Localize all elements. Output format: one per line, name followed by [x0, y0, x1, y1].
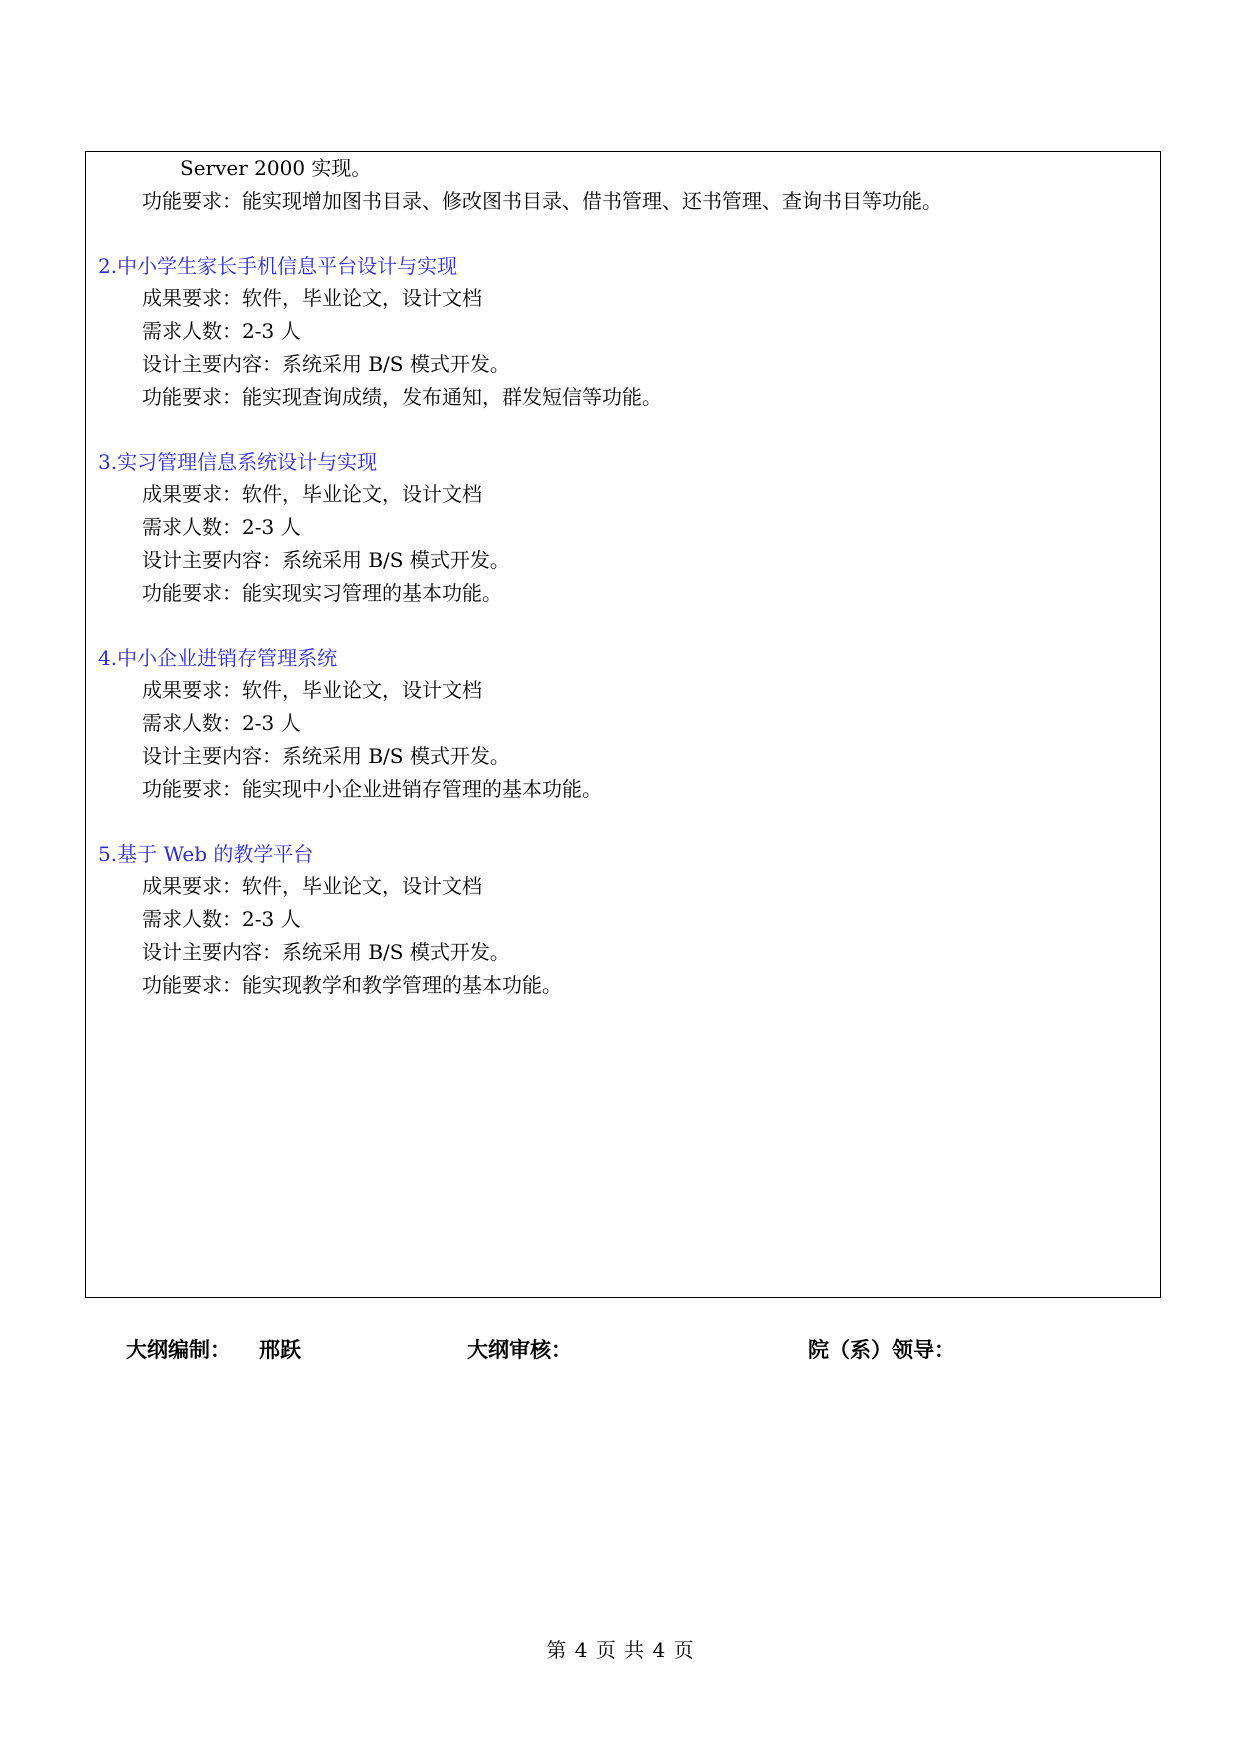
author-label: 大纲编制： [126, 1338, 231, 1362]
section-2-outcome: 成果要求：软件，毕业论文，设计文档 [142, 286, 482, 310]
intro-line-function: 功能要求：能实现增加图书目录、修改图书目录、借书管理、还书管理、查询书目等功能。 [142, 189, 942, 213]
page-number: 第 4 页 共 4 页 [546, 1638, 695, 1662]
section-5-outcome: 成果要求：软件，毕业论文，设计文档 [142, 874, 482, 898]
leader-label: 院（系）领导： [808, 1338, 955, 1362]
content-box [85, 151, 1161, 1298]
intro-line-server: Server 2000 实现。 [180, 156, 372, 180]
section-2-people: 需求人数：2-3 人 [142, 319, 301, 343]
author-name: 邢跃 [259, 1338, 301, 1362]
section-2-design: 设计主要内容：系统采用 B/S 模式开发。 [142, 352, 510, 376]
signature-row [0, 1334, 1241, 1364]
section-3-design: 设计主要内容：系统采用 B/S 模式开发。 [142, 548, 510, 572]
section-heading-2: 2.中小学生家长手机信息平台设计与实现 [98, 254, 458, 278]
section-4-design: 设计主要内容：系统采用 B/S 模式开发。 [142, 744, 510, 768]
section-3-function: 功能要求：能实现实习管理的基本功能。 [142, 581, 502, 605]
section-5-design: 设计主要内容：系统采用 B/S 模式开发。 [142, 940, 510, 964]
section-4-outcome: 成果要求：软件，毕业论文，设计文档 [142, 678, 482, 702]
reviewer-label: 大纲审核： [467, 1338, 572, 1362]
section-3-people: 需求人数：2-3 人 [142, 515, 301, 539]
section-heading-3: 3.实习管理信息系统设计与实现 [98, 450, 378, 474]
author-signature [126, 1334, 301, 1364]
section-4-function: 功能要求：能实现中小企业进销存管理的基本功能。 [142, 777, 602, 801]
section-5-people: 需求人数：2-3 人 [142, 907, 301, 931]
section-heading-5: 5.基于 Web 的教学平台 [98, 842, 314, 866]
section-4-people: 需求人数：2-3 人 [142, 711, 301, 735]
section-2-function: 功能要求：能实现查询成绩，发布通知，群发短信等功能。 [142, 385, 662, 409]
section-3-outcome: 成果要求：软件，毕业论文，设计文档 [142, 482, 482, 506]
section-heading-4: 4.中小企业进销存管理系统 [98, 646, 338, 670]
section-5-function: 功能要求：能实现教学和教学管理的基本功能。 [142, 973, 562, 997]
